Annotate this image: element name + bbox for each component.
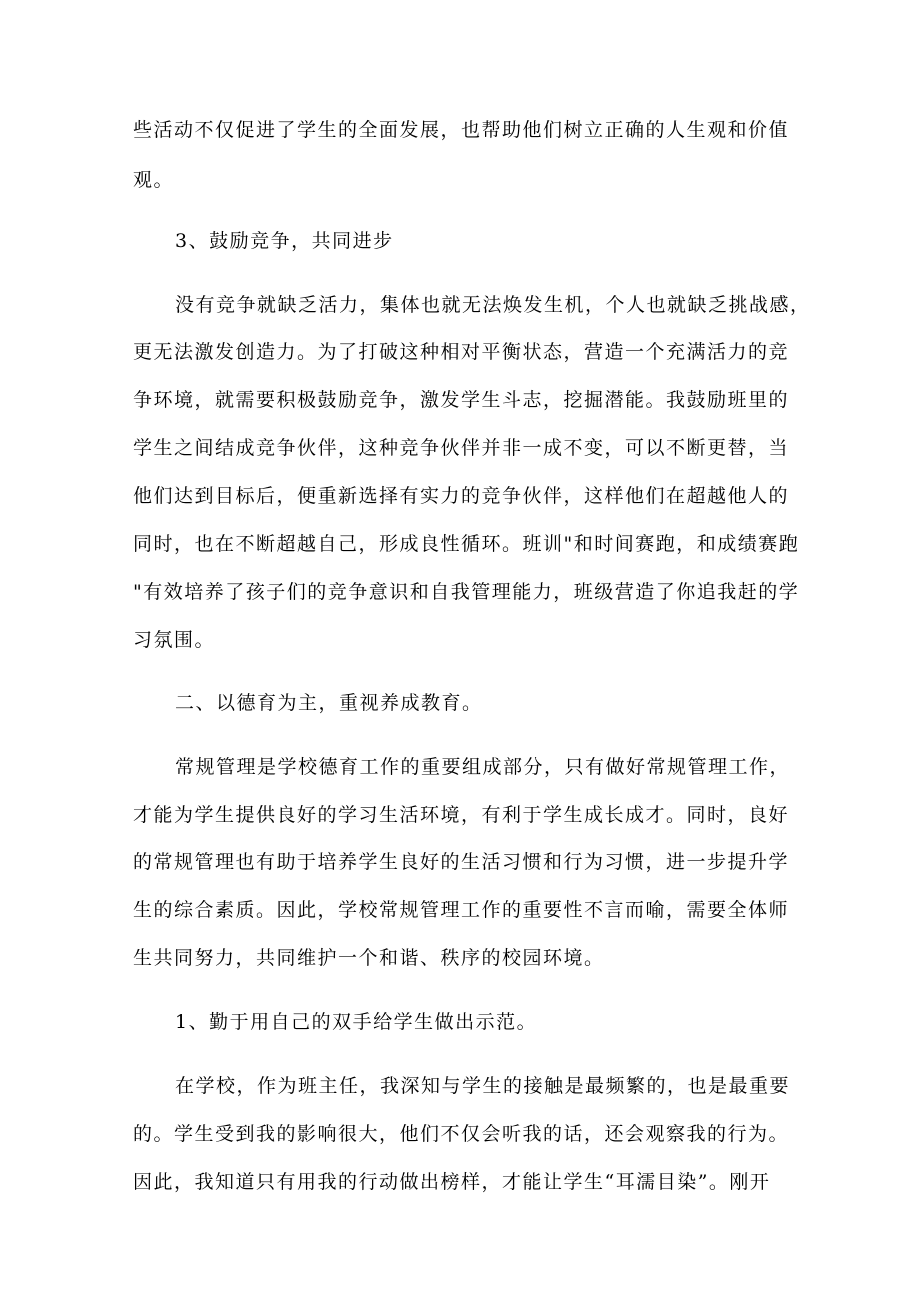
text-line: 争环境，就需要积极鼓励竞争，激发学生斗志，挖掘潜能。我鼓励班里的 [133, 389, 790, 411]
text-line: 他们达到目标后，便重新选择有实力的竞争伙伴，这样他们在超越他人的 [133, 485, 790, 507]
text-line: 同时，也在不断超越自己，形成良性循环。班训"和时间赛跑，和成绩赛跑 [133, 533, 800, 555]
text-line: 习氛围。 [133, 629, 216, 651]
text-line: 观。 [133, 169, 175, 191]
text-line: 学生之间结成竞争伙伴，这种竞争伙伴并非一成不变，可以不断更替，当 [133, 437, 790, 459]
heading-line: 二、以德育为主，重视养成教育。 [175, 692, 483, 714]
text-line: 没有竞争就缺乏活力，集体也就无法焕发生机，个人也就缺乏挑战感， [175, 294, 811, 316]
text-line: 更无法激发创造力。为了打破这种相对平衡状态，营造一个充满活力的竞 [133, 341, 790, 363]
text-line: 因此，我知道只有用我的行动做出榜样，才能让学生“耳濡目染”。刚开 [133, 1171, 771, 1193]
heading-line: 3、鼓励竞争，共同进步 [175, 230, 394, 252]
text-line: 在学校，作为班主任，我深知与学生的接触是最频繁的，也是最重要 [175, 1075, 791, 1097]
text-line: 生共同努力，共同维护一个和谐、秩序的校园环境。 [133, 947, 605, 969]
text-line: 才能为学生提供良好的学习生活环境，有利于学生成长成才。同时，良好 [133, 804, 790, 826]
text-line: "有效培养了孩子们的竞争意识和自我管理能力，班级营造了你追我赶的学 [133, 581, 800, 603]
text-line: 些活动不仅促进了学生的全面发展，也帮助他们树立正确的人生观和价值 [133, 119, 790, 141]
heading-line: 1、勤于用自己的双手给学生做出示范。 [175, 1011, 538, 1033]
text-line: 生的综合素质。因此，学校常规管理工作的重要性不言而喻，需要全体师 [133, 899, 790, 921]
text-line: 的常规管理也有助于培养学生良好的生活习惯和行为习惯，进一步提升学 [133, 851, 790, 873]
text-line: 常规管理是学校德育工作的重要组成部分，只有做好常规管理工作， [175, 756, 791, 778]
text-line: 的。学生受到我的影响很大，他们不仅会听我的话，还会观察我的行为。 [133, 1123, 790, 1145]
